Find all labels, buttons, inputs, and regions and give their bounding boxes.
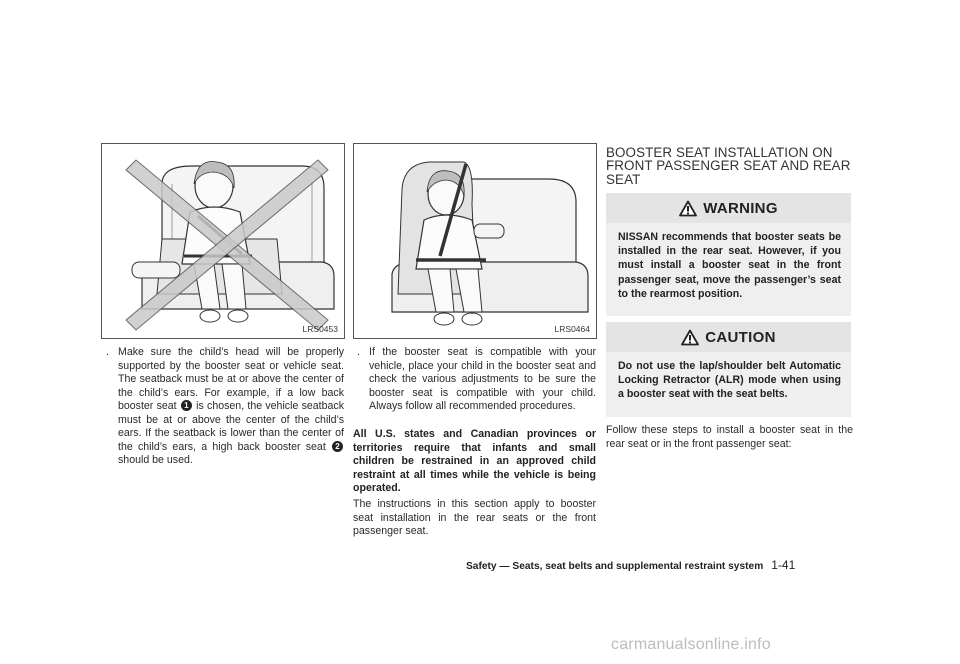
bullet-marker: . [357,346,360,358]
instructions-scope-paragraph: The instructions in this section apply to booster seat installation in the rear seats or the front passenger seat. [353,498,596,538]
warning-header [606,193,851,223]
child-booster-illustration-correct [354,144,596,338]
follow-steps-paragraph: Follow these steps to install a booster seat in the rear seat or in the front passenger seat: [606,424,853,450]
bullet-text-3: should be used. [118,454,193,467]
bullet-compatibility [357,346,596,414]
callout-2-icon: 2 [332,441,343,452]
caution-label: CAUTION [705,328,776,346]
figure-code: LRS0453 [302,324,338,334]
figure-lrs0453 [101,143,345,339]
figure-lrs0464 [353,143,597,339]
callout-1-icon: 1 [181,400,192,411]
warning-text: NISSAN recommends that booster seats be installed in the rear seat. However, if you must install a booster seat in the front passenger seat, move the passenger’s seat to the rearmost position. [606,223,851,316]
bullet-head-support [106,346,345,468]
bullet-marker: . [106,346,109,358]
warning-triangle-icon [679,200,697,217]
footer-section-title: Safety — Seats, seat belts and supplemental restraint system [466,561,764,572]
bullet-text-1: Make sure the child’s head will be properly supported by the booster seat or vehicle seat. The seatback must be at or above the center of the child’s ears. For example, if a low back booster seat [118,346,344,413]
watermark: carmanualsonline.info [611,636,771,653]
warning-label: WARNING [703,199,778,217]
page-number: 1-41 [771,558,796,572]
caution-text: Do not use the lap/shoulder belt Automatic Locking Retractor (ALR) mode when using a booster seat with the seat belts. [606,352,851,417]
caution-header [606,322,851,352]
figure-code: LRS0464 [554,324,590,334]
page-footer [466,558,795,572]
bullet-text: If the booster seat is compatible with your vehicle, place your child in the booster seat and check the various adjustments to be sure the booster seat is compatible with your child. Always follow all recommended procedures. [369,346,596,413]
child-booster-illustration-crossed [102,144,344,338]
caution-triangle-icon [681,329,699,346]
bullet-text-2: is chosen, the vehicle seatback must be at or above the center of the child’s ears. If the seatback is lower than the center of the child’s ears, a high back booster seat [118,400,345,453]
section-heading: BOOSTER SEAT INSTALLATION ON FRONT PASSENGER SEAT AND REAR SEAT [606,145,851,187]
legal-requirement-paragraph: All U.S. states and Canadian provinces or territories require that infants and small children be restrained in an approved child restraint at all times while the vehicle is being operated. [353,428,596,495]
